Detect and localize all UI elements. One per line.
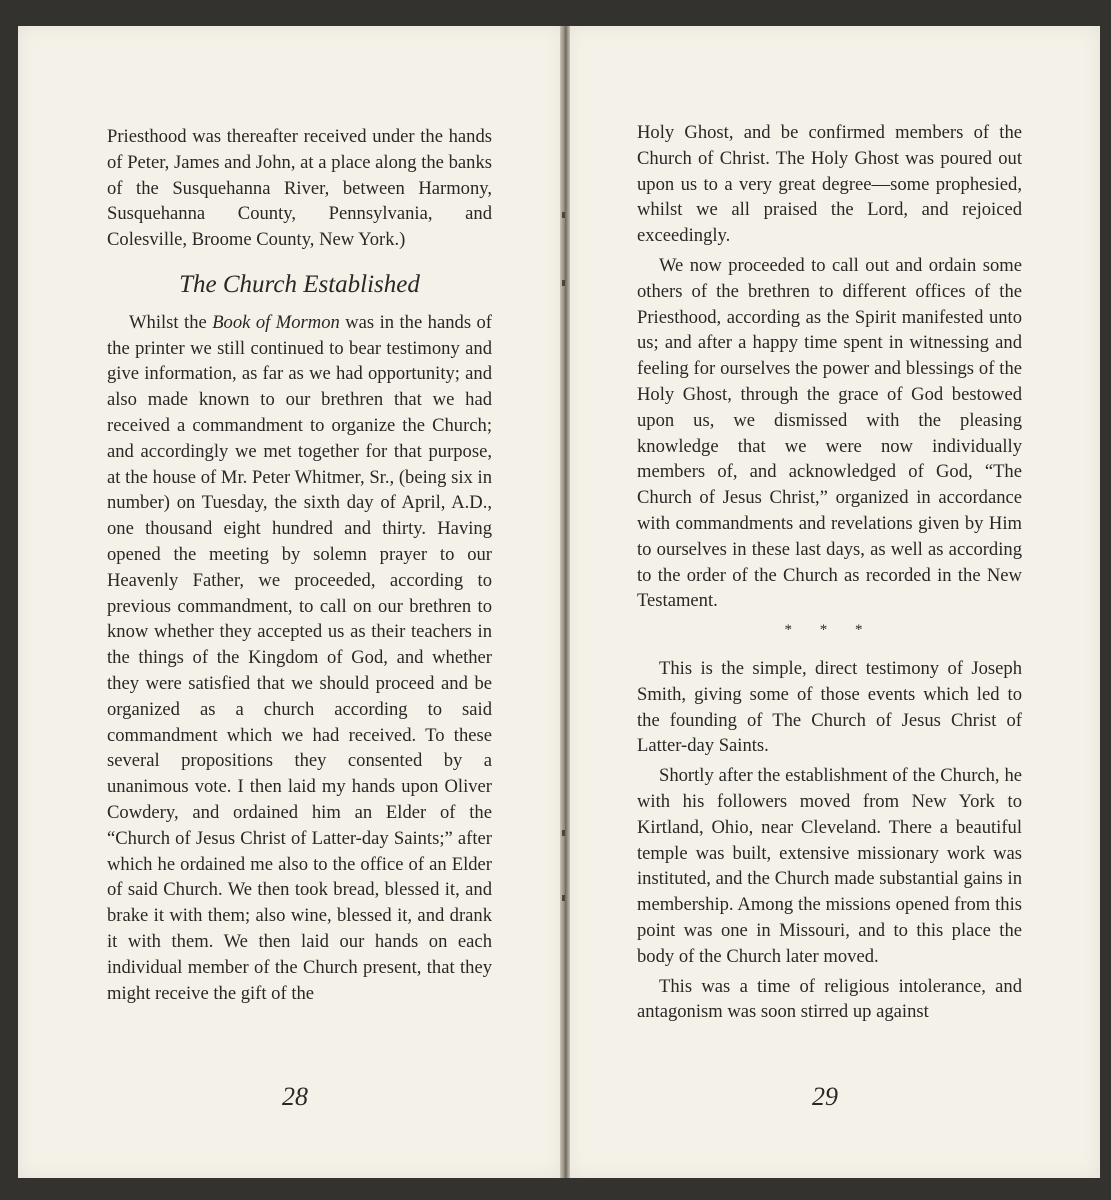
binding-mark (562, 830, 565, 836)
right-text-column (637, 120, 1022, 1025)
binding-mark (562, 280, 565, 286)
text-run: was in the hands of the printer we still continued to bear testimony and give information, as far as we had opportunity; and also made known to our brethren that we had received a commandment to organize the Church; and accordingly we met together for that purpose, at the house of Mr. Peter Whitmer, Sr., (being six in number) on Tuesday, the sixth day of April, A.D., one thousand eight hundred and thirty. Having opened the meeting by solemn prayer to our Heavenly Father, we proceeded, according to previous commandment, to call on our brethren to know whether they accepted us as their teachers in the things of the Kingdom of God, and whether they were satisfied that we should proceed and be organized as a church according to said commandment which we had received. To these several propositions they consented by a unanimous vote. I then laid my hands upon Oliver Cowdery, and ordained him an Elder of the “Church of Jesus Christ of Latter-day Saints;” after which he ordained me also to the office of an Elder of said Church. We then took bread, blessed it, and brake it with them; also wine, blessed it, and drank it with them. We then laid our hands on each individual member of the Church present, that they might receive the gift of the (107, 311, 492, 1004)
right-paragraph: Shortly after the establishment of the Church, he with his followers moved from New York to Kirtland, Ohio, near Cleveland. There a beautiful temple was built, extensive missionary work was instituted, and the Church made substantial gains in membership. Among the missions opened from this point was one in Missouri, and to this place the body of the Church later moved. (637, 765, 1022, 967)
right-paragraph: This was a time of religious intolerance, and antagonism was soon stirred up against (637, 975, 1022, 1023)
book-gutter (560, 26, 570, 1178)
right-paragraph: We now proceeded to call out and ordain some others of the brethren to different offices of the Priesthood, according as the Spirit manifested unto us; and after a happy time spent in witnessing and feeling for ourselves the power and blessings of the Holy Ghost, through the grace of God bestowed upon us, we dismissed with the pleasing knowledge that we were now individually members of, and acknowledged of God, “The Church of Jesus Christ,” organized in accordance with commandments and revelations given by Him to ourselves in these last days, as well as according to the order of the Church as recorded in the New Testament. (637, 254, 1022, 612)
text-run: Whilst the (129, 311, 213, 333)
page-number-left: 28 (282, 1082, 308, 1111)
page-number-right: 29 (812, 1082, 838, 1111)
right-paragraph: Holy Ghost, and be confirmed members of the Church of Christ. The Holy Ghost was poured out upon us to a very great degree—some prophesied, whilst we all praised the Lord, and rejoiced exceedingly. (637, 122, 1022, 247)
left-text-column (107, 124, 492, 1006)
section-heading: The Church Established (179, 270, 420, 298)
book-title: Book of Mormon (212, 311, 340, 333)
section-separator: * * * (784, 622, 875, 639)
left-paragraph (107, 310, 492, 1007)
binding-mark (562, 212, 565, 218)
left-paragraph: Priesthood was thereafter received under the hands of Peter, James and John, at a place along the banks of the Susquehanna River, between Harmony, Susquehanna County, Pennsylvania, and Colesville, Broome County, New York.) (107, 126, 492, 251)
right-paragraph: This is the simple, direct testimony of Joseph Smith, giving some of those events which led to the founding of The Church of Jesus Christ of Latter-day Saints. (637, 657, 1022, 757)
binding-mark (562, 895, 565, 901)
